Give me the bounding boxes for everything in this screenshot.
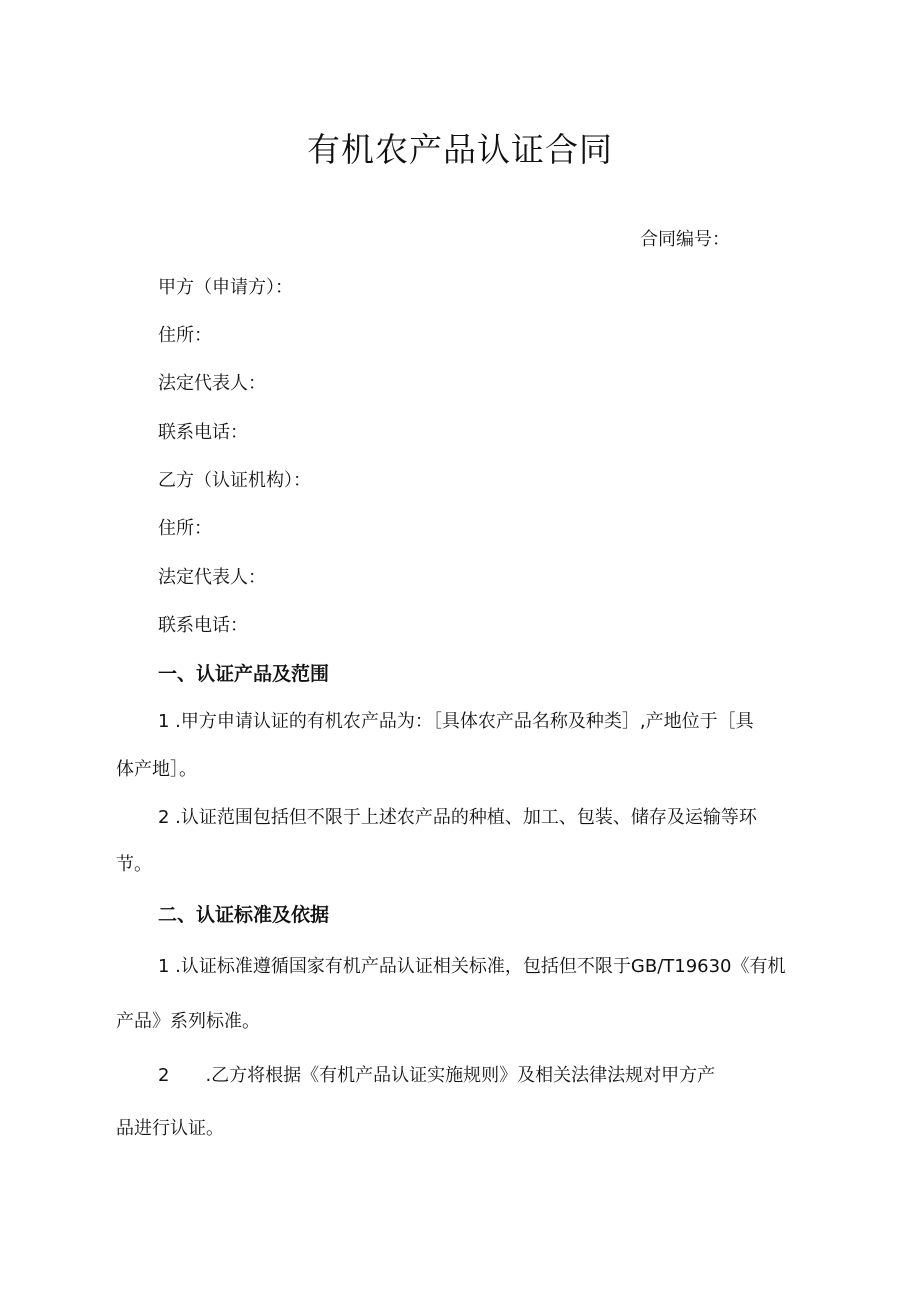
section-1-paragraph-2-line-1: 2 .认证范围包括但不限于上述农产品的种植、加工、包装、储存及运输等环 xyxy=(158,807,757,828)
section-1-paragraph-2-line-2: 节。 xyxy=(116,854,152,875)
document-title: 有机农产品认证合同 xyxy=(307,130,613,169)
party-b-header: 乙方（认证机构）： xyxy=(158,470,311,491)
party-b-address-label: 住所： xyxy=(158,518,212,539)
section-2-heading: 二、认证标准及依据 xyxy=(158,904,330,926)
section-2-paragraph-2-line-1: 2 .乙方将根据《有机产品认证实施规则》及相关法律法规对甲方产 xyxy=(158,1065,716,1086)
party-a-header: 甲方（申请方）： xyxy=(158,277,293,298)
party-a-representative-label: 法定代表人： xyxy=(158,373,266,394)
party-b-phone-label: 联系电话： xyxy=(158,615,248,636)
section-1-paragraph-1-line-1: 1 .甲方申请认证的有机农产品为：［具体农产品名称及种类］,产地位于［具 xyxy=(158,711,754,732)
party-a-phone-label: 联系电话： xyxy=(158,422,248,443)
contract-number-label: 合同编号： xyxy=(640,229,730,250)
section-2-paragraph-1-line-1: 1 .认证标准遵循国家有机产品认证相关标准，包括但不限于GB/T19630《有机 xyxy=(158,956,786,977)
section-1-paragraph-1-line-2: 体产地］。 xyxy=(116,759,197,780)
section-2-paragraph-2-line-2: 品进行认证。 xyxy=(116,1118,224,1139)
section-1-heading: 一、认证产品及范围 xyxy=(158,663,330,685)
section-2-paragraph-1-line-2: 产品》系列标准。 xyxy=(116,1011,260,1032)
party-a-address-label: 住所： xyxy=(158,325,212,346)
party-b-representative-label: 法定代表人： xyxy=(158,567,266,588)
